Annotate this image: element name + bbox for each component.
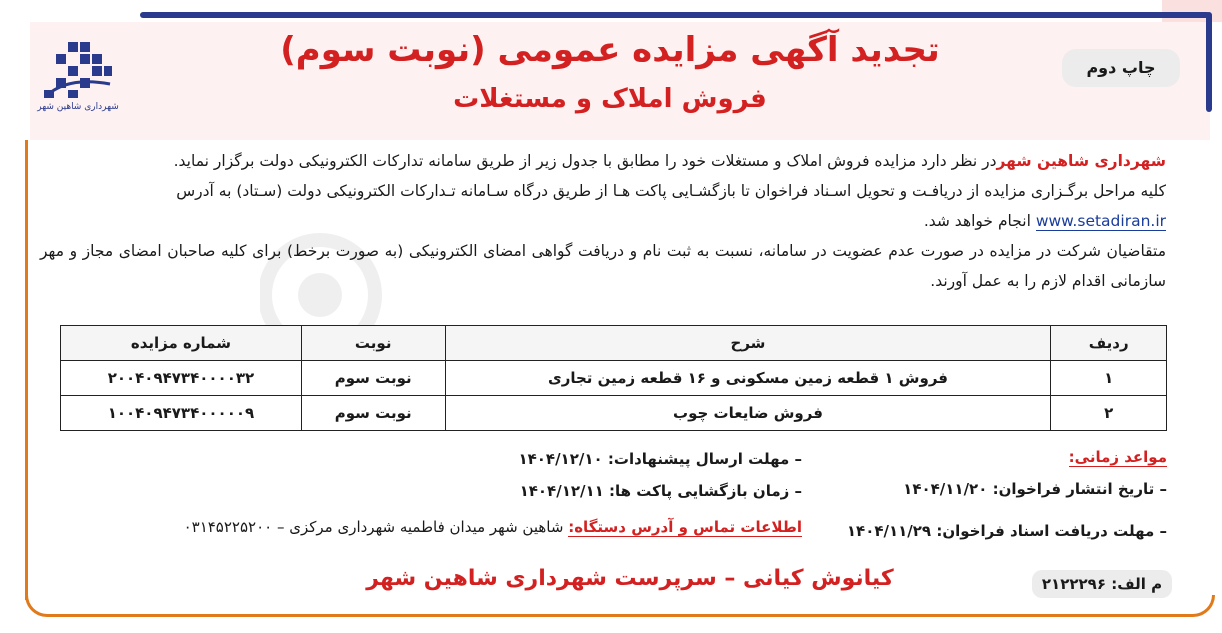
logo-caption: شهرداری شاهین شهر bbox=[37, 102, 119, 112]
paragraph-intro bbox=[40, 146, 1166, 176]
publish-date: – تاریخ انتشار فراخوان: ۱۴۰۴/۱۱/۲۰ bbox=[903, 480, 1167, 498]
header-sharh: شرح bbox=[445, 326, 1051, 361]
header-number: شماره مزایده bbox=[61, 326, 302, 361]
frame-right-border bbox=[1206, 12, 1212, 112]
paragraph-intro-text: در نظر دارد مزایده فروش املاک و مستغلات خود را مطابق با جدول زیر از طریق سامانه تدارکات الکترونیکی دولت برگزار نماید. bbox=[173, 152, 997, 170]
notice-code: م الف: ۲۱۲۲۲۹۶ bbox=[1032, 570, 1172, 598]
table-header-row bbox=[61, 326, 1167, 361]
opening-date: – زمان بازگشایی پاکت ها: ۱۴۰۴/۱۲/۱۱ bbox=[519, 482, 802, 500]
notice-subtitle: فروش املاک و مستغلات bbox=[453, 84, 767, 114]
header-radif: ردیف bbox=[1051, 326, 1167, 361]
frame-left-border bbox=[25, 140, 28, 600]
cell-sharh: فروش ضایعات چوب bbox=[445, 396, 1051, 431]
frame-top-border bbox=[140, 12, 1210, 18]
paragraph-procedure bbox=[40, 176, 1166, 236]
deadlines-label: مواعد زمانی: bbox=[1068, 448, 1167, 466]
deadlines-label-row bbox=[1069, 448, 1167, 466]
cell-number: ۱۰۰۴۰۹۴۷۳۴۰۰۰۰۰۹ bbox=[61, 396, 302, 431]
cell-nobat: نوبت سوم bbox=[301, 396, 445, 431]
contact-value: شاهین شهر میدان فاطمیه شهرداری مرکزی – ۰۳۱۴۵۲۲۵۲۰۰ bbox=[183, 518, 569, 536]
frame-bottom-border bbox=[25, 595, 1215, 617]
cell-number: ۲۰۰۴۰۹۴۷۳۴۰۰۰۰۳۲ bbox=[61, 361, 302, 396]
paragraph-registration: متقاضیان شرکت در مزایده در صورت عدم عضویت در سامانه، نسبت به ثبت نام و دریافت گواهی امضای الکترونیکی (به صورت برخط) برای کلیه صاحبان امضای مجاز و مهر سازمانی اقدام لازم را به عمل آورند. bbox=[40, 242, 1166, 290]
contact-info bbox=[184, 518, 802, 536]
signatory-name: کیانوش کیانی – سرپرست شهرداری شاهین شهر bbox=[366, 566, 894, 591]
organization-name: شهرداری شاهین شهر bbox=[996, 152, 1166, 170]
notice-body bbox=[40, 146, 1166, 296]
table-row bbox=[61, 361, 1167, 396]
receive-deadline: – مهلت دریافت اسناد فراخوان: ۱۴۰۴/۱۱/۲۹ bbox=[846, 522, 1167, 540]
print-badge: چاپ دوم bbox=[1062, 49, 1180, 87]
table-row bbox=[61, 396, 1167, 431]
auction-table bbox=[60, 325, 1167, 431]
submit-deadline: – مهلت ارسال پیشنهادات: ۱۴۰۴/۱۲/۱۰ bbox=[518, 450, 802, 468]
cell-radif: ۲ bbox=[1051, 396, 1167, 431]
corner-decoration bbox=[1162, 0, 1222, 22]
cell-nobat: نوبت سوم bbox=[301, 361, 445, 396]
website-link[interactable]: www.setadiran.ir bbox=[1035, 212, 1166, 230]
contact-label: اطلاعات تماس و آدرس دستگاه: bbox=[568, 518, 802, 536]
header-nobat: نوبت bbox=[301, 326, 445, 361]
paragraph-procedure-end: انجام خواهد شد. bbox=[923, 212, 1031, 230]
notice-title: تجدید آگهی مزایده عمومی (نوبت سوم) bbox=[280, 30, 940, 70]
cell-radif: ۱ bbox=[1051, 361, 1167, 396]
paragraph-procedure-text: کلیه مراحل برگـزاری مزایده از دریافـت و تحویل اسـناد فراخوان تا بازگشـایی پاکت هـا از طریق درگاه سـامانه تـدارکات الکترونیکی دولت (سـتاد) به آدرس bbox=[176, 182, 1166, 200]
cell-sharh: فروش ۱ قطعه زمین مسکونی و ۱۶ قطعه زمین تجاری bbox=[445, 361, 1051, 396]
